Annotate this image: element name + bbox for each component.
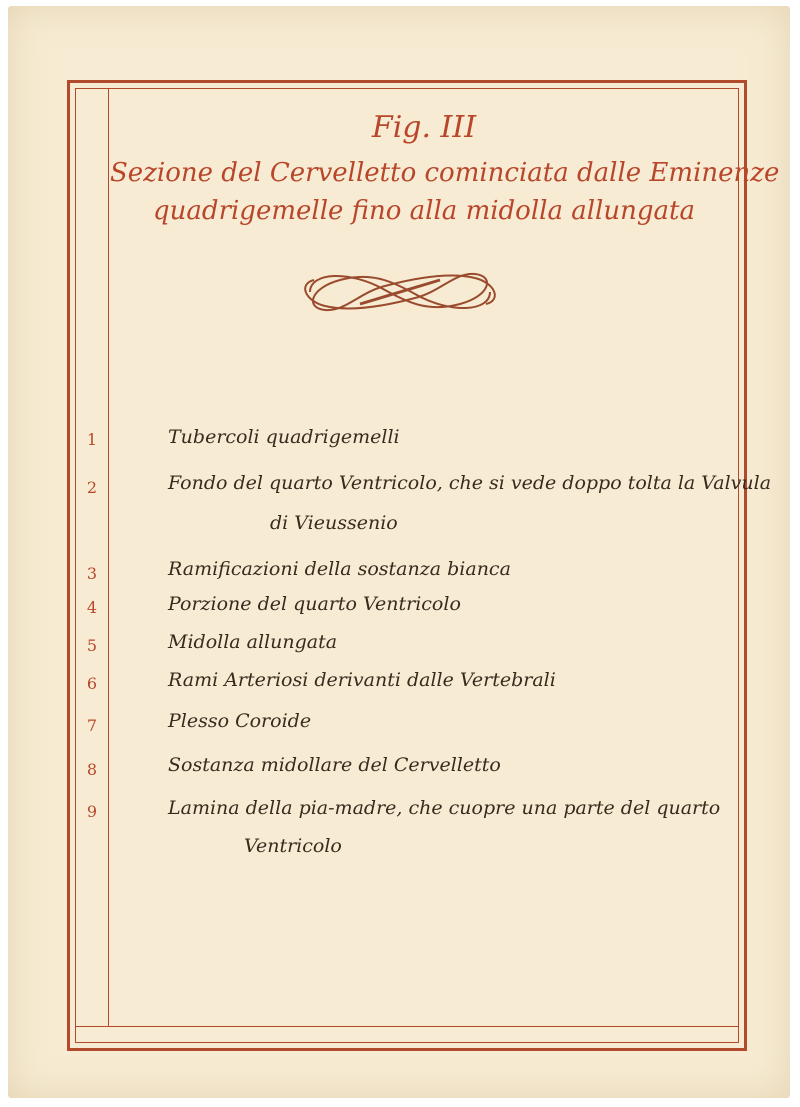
entry-number: 4 xyxy=(86,598,98,617)
entry-text: Midolla allungata xyxy=(168,631,338,653)
entry-number: 5 xyxy=(86,636,98,655)
entry-text: Tubercoli quadrigemelli xyxy=(168,426,400,448)
entry-text: Lamina della pia-madre, che cuopre una parte del quarto xyxy=(168,797,721,819)
entry-continuation: Ventricolo xyxy=(244,835,342,857)
entry-text: Plesso Coroide xyxy=(168,710,312,732)
entry-text: Porzione del quarto Ventricolo xyxy=(168,593,461,615)
entry-text: Sostanza midollare del Cervelletto xyxy=(168,754,501,776)
flourish-stroke-right xyxy=(313,276,495,311)
entry-continuation: di Vieussenio xyxy=(270,512,398,534)
entry-number: 2 xyxy=(86,478,98,497)
entry-number: 7 xyxy=(86,716,98,735)
entry-number: 9 xyxy=(86,802,98,821)
entry-text: Ramificazioni della sostanza bianca xyxy=(168,558,511,580)
title-line-1: Sezione del Cervelletto cominciata dalle Eminenze xyxy=(110,158,780,188)
entry-number: 8 xyxy=(86,760,98,779)
entry-text: Fondo del quarto Ventricolo, che si vede doppo tolta la Valvula xyxy=(168,472,772,494)
entry-text: Rami Arteriosi derivanti dalle Vertebrali xyxy=(168,669,556,691)
margin-rule xyxy=(108,89,109,1026)
entry-number: 6 xyxy=(86,674,98,693)
title-line-2: quadrigemelle fino alla midolla allungata xyxy=(153,196,695,226)
entry-number: 3 xyxy=(86,564,98,583)
bottom-rule xyxy=(76,1026,738,1027)
figure-label: Fig. III xyxy=(371,110,477,145)
calligraphic-flourish xyxy=(290,262,510,322)
entry-number: 1 xyxy=(86,430,98,449)
flourish-stroke-left xyxy=(305,274,487,309)
